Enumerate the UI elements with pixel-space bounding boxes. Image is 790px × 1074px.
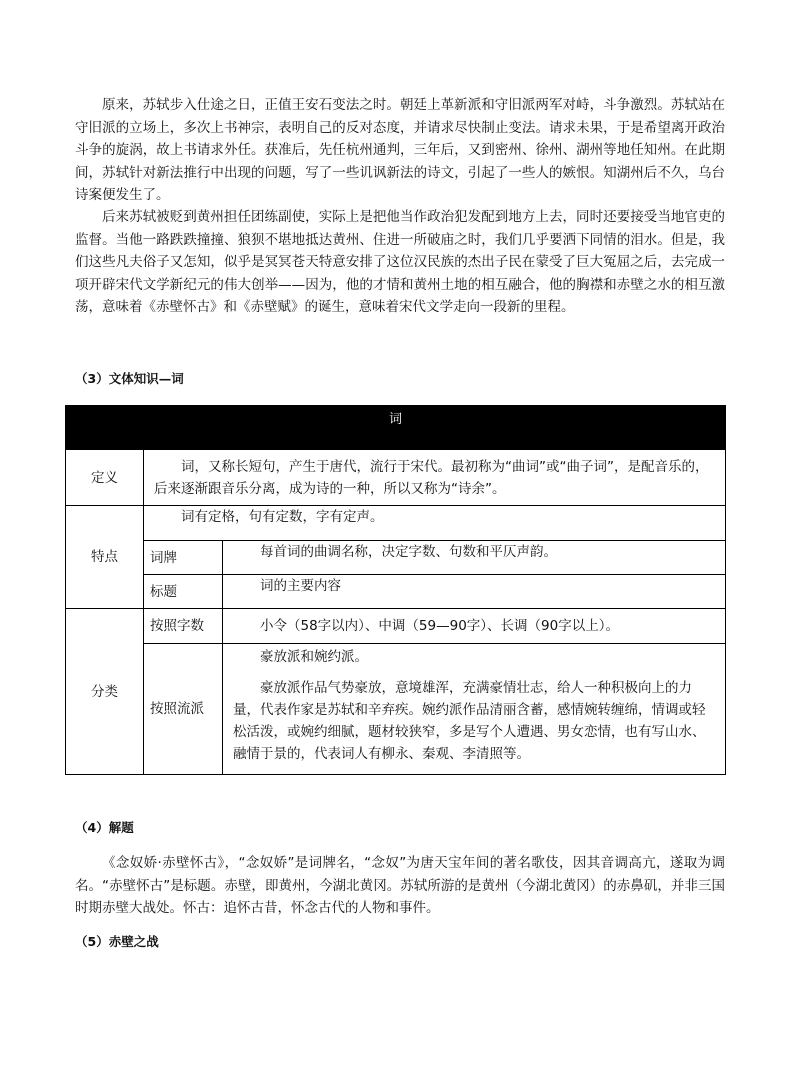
definition-label: 定义 (66, 450, 144, 506)
cipai-label: 词牌 (144, 541, 223, 575)
section-heading-title-explanation: （4）解题 (75, 820, 134, 835)
table-row-title (66, 575, 726, 609)
ci-genre-table (65, 405, 726, 775)
table-row-features-intro (66, 506, 726, 541)
title-label: 标题 (144, 575, 223, 609)
classification-label: 分类 (66, 609, 144, 775)
definition-text: 词，又称长短句，产生于唐代，流行于宋代。最初称为“曲词”或“曲子词”，是配音乐的，后来逐渐跟音乐分离，成为诗的一种，所以又称为“诗余”。 (144, 450, 726, 506)
table-row-definition (66, 450, 726, 506)
paragraph-political-background: 原来，苏轼步入仕途之日，正值王安石变法之时。朝廷上革新派和守旧派两军对峙，斗争激烈。苏轼站在守旧派的立场上，多次上书神宗，表明自己的反对态度，并请求尽快制止变法。请求未果，于是希望离开政治斗争的旋涡，故上书请求外任。获准后，先任杭州通判，三年后，又到密州、徐州、湖州等地任知州。在此期间，苏轼针对新法推行中出现的问题，写了一些讥讽新法的诗文，引起了一些人的嫉恨。知湖州后不久，乌台诗案便发生了。 (75, 97, 725, 203)
section-heading-battle-of-red-cliffs: （5）赤壁之战 (75, 934, 159, 949)
by-school-text: 豪放派作品气势豪放，意境雄浑，充满豪情壮志，给人一种积极向上的力量，代表作家是苏轼和辛弃疾。婉约派作品清丽含蓄，感情婉转缠绵，情调或轻松活泼，或婉约细腻，题材较狭窄，多是写个人遭遇、男女恋情，也有写山水、融情于景的，代表词人有柳永、秦观、李清照等。 (233, 680, 706, 762)
table-row-cipai (66, 541, 726, 575)
by-school-intro: 豪放派和婉约派。 (260, 649, 368, 665)
table-row-by-school (66, 644, 726, 775)
paragraph-title-explanation: 《念奴娇·赤壁怀古》，“念奴娇”是词牌名，“念奴”为唐天宝年间的著名歌伎，因其音调高亢，遂取为调名。“赤壁怀古”是标题。赤壁，即黄州，今湖北黄冈。苏轼所游的是黄州（今湖北黄冈）的赤鼻矶，并非三国时期赤壁大战处。怀古：追怀古昔，怀念古代的人物和事件。 (75, 855, 725, 916)
cipai-text: 每首词的曲调名称，决定字数、句数和平仄声韵。 (223, 541, 726, 575)
table-title: 词 (66, 406, 726, 450)
by-school-cell (223, 644, 726, 775)
table-row-by-count (66, 609, 726, 644)
title-text: 词的主要内容 (223, 575, 726, 609)
features-label: 特点 (66, 506, 144, 609)
section-heading-genre: （3）文体知识—词 (75, 371, 184, 386)
by-count-label: 按照字数 (144, 609, 223, 644)
paragraph-huangzhou-exile: 后来苏轼被贬到黄州担任团练副使，实际上是把他当作政治犯发配到地方上去，同时还要接受当地官吏的监督。当他一路跌跌撞撞、狼狈不堪地抵达黄州、住进一所破庙之时，我们几乎要洒下同情的泪水。但是，我们这些凡夫俗子又怎知，似乎是冥冥苍天特意安排了这位汉民族的杰出子民在蒙受了巨大冤屈之后，去完成一项开辟宋代文学新纪元的伟大创举——因为，他的才情和黄州土地的相互融合，他的胸襟和赤壁之水的相互激荡，意味着《赤壁怀古》和《赤壁赋》的诞生，意味着宋代文学走向一段新的里程。 (75, 209, 725, 315)
by-count-text: 小令（58字以内）、中调（59—90字）、长调（90字以上）。 (223, 609, 726, 644)
by-school-label: 按照流派 (144, 644, 223, 775)
features-intro-text: 词有定格，句有定数，字有定声。 (144, 506, 726, 541)
table-title-row (66, 406, 726, 450)
